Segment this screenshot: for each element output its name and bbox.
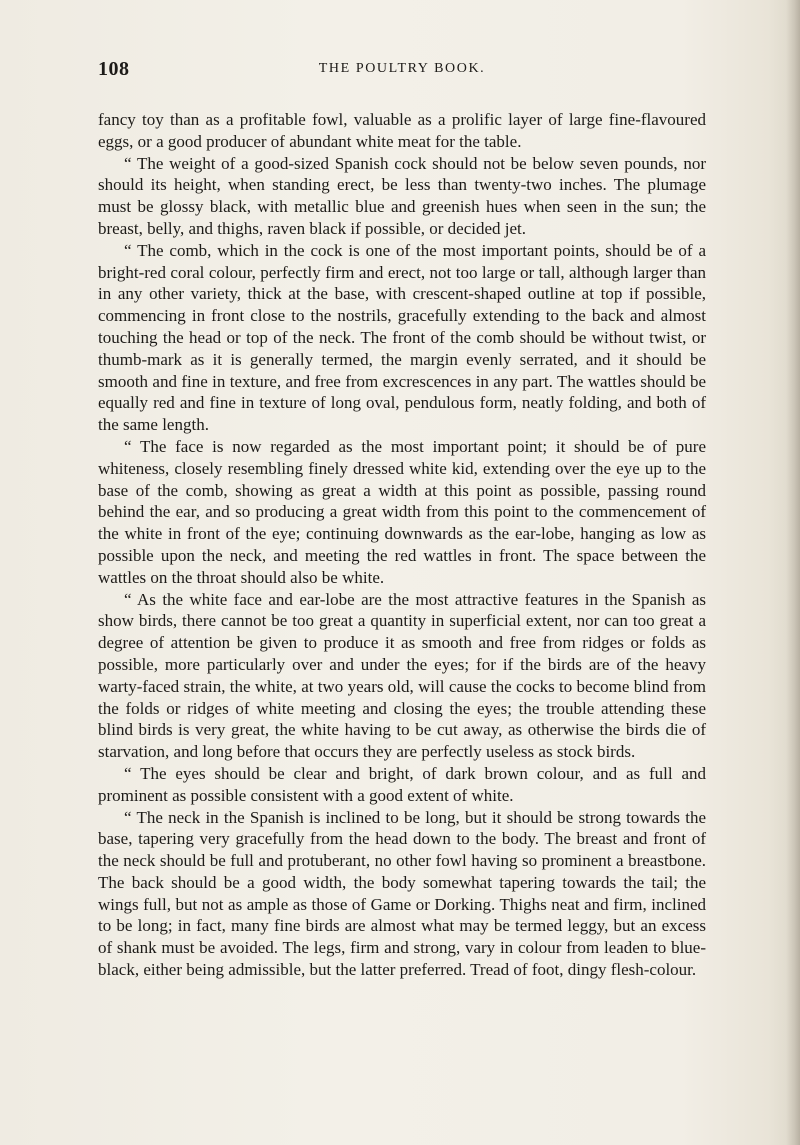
page-header: [98, 58, 706, 84]
running-title: THE POULTRY BOOK.: [318, 61, 486, 76]
paragraph-comb: “ The comb, which in the cock is one of the most important points, should be of a bright-red coral colour, perfectly firm and erect, not too large or tall, although larger than in any other variety, thick at the base, with crescent-shaped outline at top if possible, commencing in front close to the nostrils, gracefully extending to the back and almost touching the head or top of the neck. The front of the comb should be without twist, or thumb-mark as it is generally termed, the margin evenly serrated, and it should be smooth and fine in texture, and free from excrescences in any part. The wattles should be equally red and fine in texture of long oval, pendulous form, neatly folding, and both of the same length.: [98, 240, 706, 435]
paragraph-ear-lobe: “ As the white face and ear-lobe are the most attractive features in the Spanish as show birds, there cannot be too great a quantity in superficial extent, nor can too great a degree of attention be given to produce it as smooth and free from ridges or folds as possible, more particularly over and under the eyes; for if the birds are of the heavy warty-faced strain, the white, at two years old, will cause the cocks to become blind from the folds or ridges of white meeting and closing the eyes; the trouble attending these blind birds is very great, the white having to be cut away, as otherwise the birds die of starvation, and long before that occurs they are perfectly useless as stock birds.: [98, 589, 706, 762]
page-number: 108: [98, 58, 130, 80]
body-text: [98, 109, 706, 981]
paragraph-weight: “ The weight of a good-sized Spanish cock should not be below seven pounds, nor should its height, when standing erect, be less than twenty-two inches. The plumage must be glossy black, with metallic blue and greenish hues when seen in the sun; the breast, belly, and thighs, raven black if possible, or decided jet.: [98, 153, 706, 238]
paragraph-neck: “ The neck in the Spanish is inclined to be long, but it should be strong towards the base, tapering very gracefully from the head down to the body. The breast and front of the neck should be full and protuberant, no other fowl having so prominent a breastbone. The back should be a good width, the body somewhat tapering towards the tail; the wings full, but not as ample as those of Game or Dorking. Thighs neat and firm, inclined to be long; in fact, many fine birds are almost what may be termed leggy, but an excess of shank must be avoided. The legs, firm and strong, vary in colour from leaden to blue-black, either being admissible, but the latter preferred. Tread of foot, dingy flesh-colour.: [98, 807, 706, 980]
paragraph-face: “ The face is now regarded as the most important point; it should be of pure whiteness, closely resembling finely dressed white kid, extending over the eye up to the base of the comb, showing as great a width at this point as possible, passing round behind the ear, and so producing a great width from this point to the commencement of the white in front of the eye; continuing downwards as the ear-lobe, hanging as low as possible upon the neck, and meeting the red wattles in front. The space between the wattles on the throat should also be white.: [98, 436, 706, 587]
paragraph-continuation: fancy toy than as a profitable fowl, valuable as a prolific layer of large fine-flavoured eggs, or a good producer of abundant white meat for the table.: [98, 110, 706, 151]
page-edge-shadow: [786, 0, 800, 1145]
paragraph-eyes: “ The eyes should be clear and bright, of dark brown colour, and as full and prominent as possible consistent with a good extent of white.: [98, 763, 706, 805]
